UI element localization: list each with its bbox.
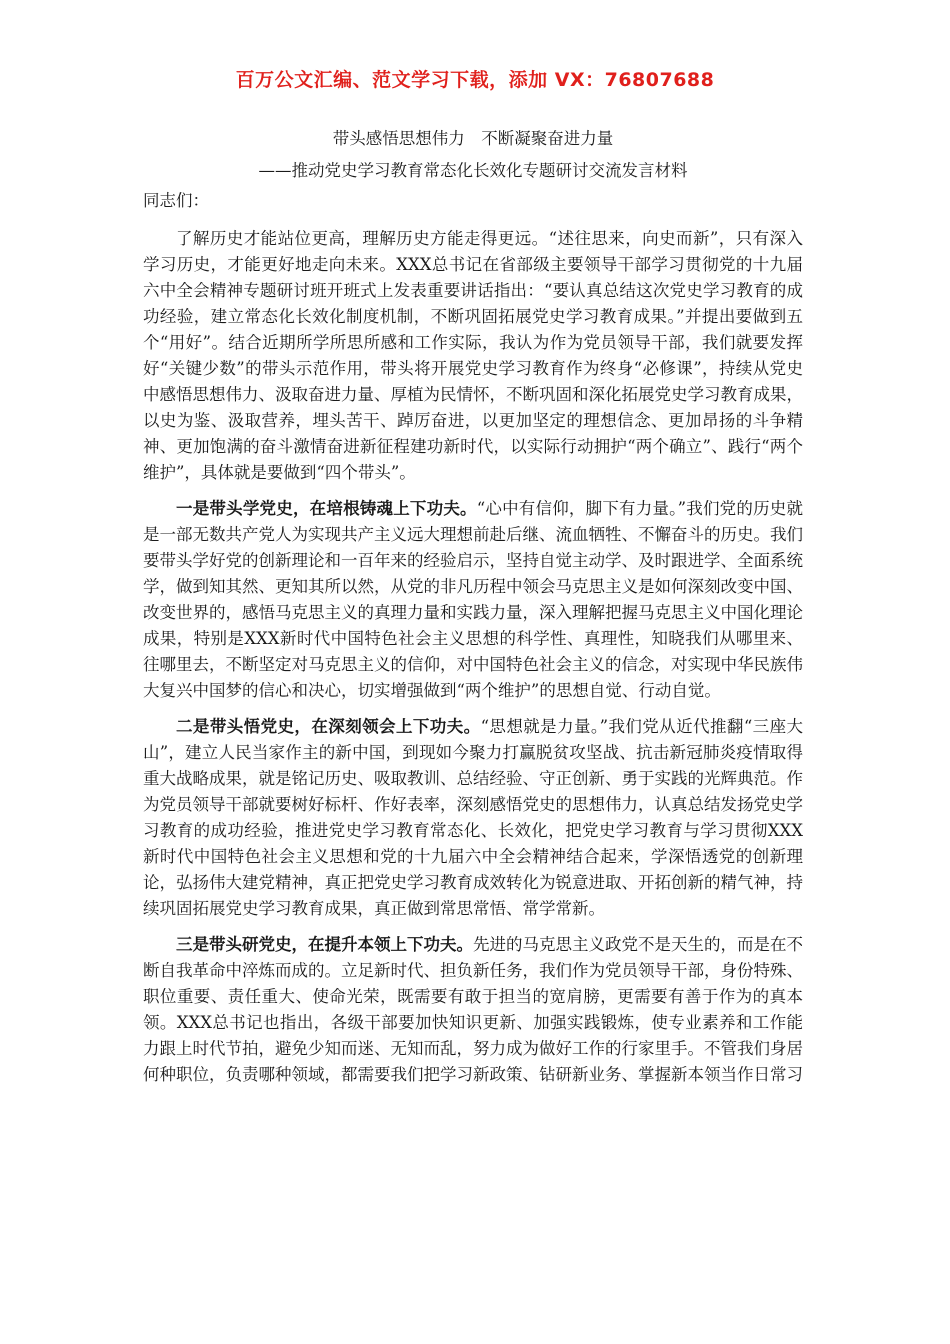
document-subtitle: ——推动党史学习教育常态化长效化专题研讨交流发言材料 <box>258 161 688 180</box>
document-body <box>143 126 803 1098</box>
salutation: 同志们： <box>143 191 209 210</box>
section-paragraph-2 <box>143 714 803 922</box>
section-paragraph-1 <box>143 496 803 704</box>
document-title: 带头感悟思想伟力 不断凝聚奋进力量 <box>332 129 614 148</box>
section-lead: 一是带头学党史，在培根铸魂上下功夫。 <box>176 499 477 518</box>
section-lead: 二是带头悟党史，在深刻领会上下功夫。 <box>176 717 481 736</box>
section-lead: 三是带头研党史，在提升本领上下功夫。 <box>176 935 473 954</box>
promo-banner: 百万公文汇编、范文学习下载，添加 VX：76807688 <box>235 69 715 91</box>
section-paragraph-3 <box>143 932 803 1088</box>
section-body: “心中有信仰，脚下有力量。”我们党的历史就是一部无数共产党人为实现共产主义远大理想前赴后继、流血牺牲、不懈奋斗的历史。我们要带头学好党的创新理论和一百年来的经验启示，坚持自觉主动学、及时跟进学、全面系统学，做到知其然、更知其所以然，从党的非凡历程中领会马克思主义是如何深刻改变中国、改变世界的，感悟马克思主义的真理力量和实践力量，深入理解把握马克思主义中国化理论成果，特别是XXX新时代中国特色社会主义思想的科学性、真理性，知晓我们从哪里来、往哪里去，不断坚定对马克思主义的信仰，对中国特色社会主义的信念，对实现中华民族伟大复兴中国梦的信心和决心，切实增强做到“两个维护”的思想自觉、行动自觉。 <box>143 499 803 700</box>
section-body: “思想就是力量。”我们党从近代推翻“三座大山”，建立人民当家作主的新中国，到现如今聚力打赢脱贫攻坚战、抗击新冠肺炎疫情取得重大战略成果，就是铭记历史、吸取教训、总结经验、守正创新、勇于实践的光辉典范。作为党员领导干部就要树好标杆、作好表率，深刻感悟党史的思想伟力，认真总结发扬党史学习教育的成功经验，推进党史学习教育常态化、长效化，把党史学习教育与学习贯彻XXX新时代中国特色社会主义思想和党的十九届六中全会精神结合起来，学深悟透党的创新理论，弘扬伟大建党精神，真正把党史学习教育成效转化为锐意进取、开拓创新的精气神，持续巩固拓展党史学习教育成果，真正做到常思常悟、常学常新。 <box>143 717 804 918</box>
intro-paragraph: 了解历史才能站位更高，理解历史方能走得更远。“述往思来，向史而新”，只有深入学习历史，才能更好地走向未来。XXX总书记在省部级主要领导干部学习贯彻党的十九届六中全会精神专题研讨班开班式上发表重要讲话指出：“要认真总结这次党史学习教育的成功经验，建立常态化长效化制度机制，不断巩固拓展党史学习教育成果。”并提出要做到五个“用好”。结合近期所学所思所感和工作实际，我认为作为党员领导干部，我们就要发挥好“关键少数”的带头示范作用，带头将开展党史学习教育作为终身“必修课”，持续从党史中感悟思想伟力、汲取奋进力量、厚植为民情怀，不断巩固和深化拓展党史学习教育成果，以史为鉴、汲取营养，埋头苦干、踔厉奋进，以更加坚定的理想信念、更加昂扬的斗争精神、更加饱满的奋斗激情奋进新征程建功新时代，以实际行动拥护“两个确立”、践行“两个维护”，具体就是要做到“四个带头”。 <box>143 229 803 482</box>
section-body: 先进的马克思主义政党不是天生的，而是在不断自我革命中淬炼而成的。立足新时代、担负新任务，我们作为党员领导干部，身份特殊、职位重要、责任重大、使命光荣，既需要有敢于担当的宽肩膀，更需要有善于作为的真本领。XXX总书记也指出，各级干部要加快知识更新、加强实践锻炼，使专业素养和工作能力跟上时代节拍，避免少知而迷、无知而乱，努力成为做好工作的行家里手。不管我们身居何种职位，负责哪种领域，都需要我们把学习新政策、钻研新业务、掌握新本领当作日常习 <box>143 935 803 1084</box>
